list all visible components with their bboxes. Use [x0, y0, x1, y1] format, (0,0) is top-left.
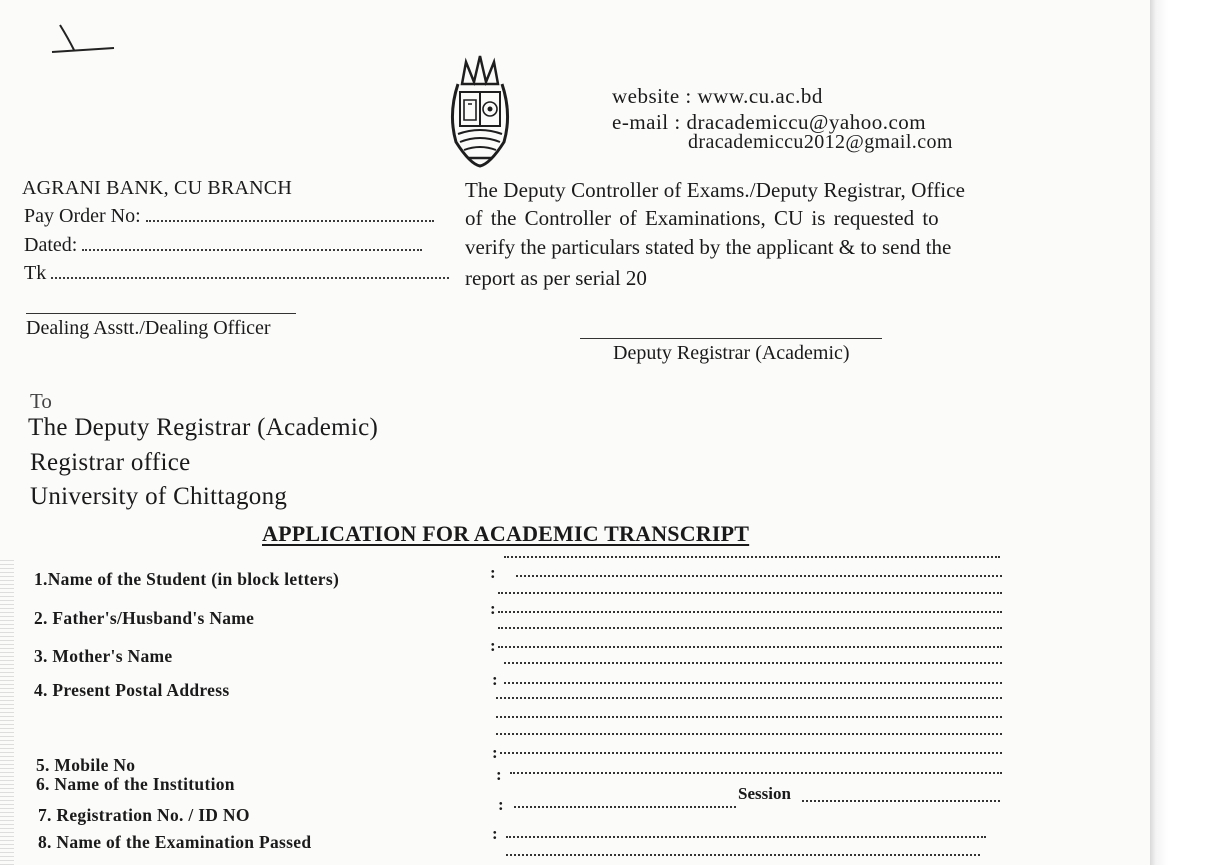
field-label-exam-passed: 8. Name of the Examination Passed — [38, 832, 312, 852]
form-title: APPLICATION FOR ACADEMIC TRANSCRIPT — [262, 521, 750, 546]
verification-line-1: The Deputy Controller of Exams./Deputy Registrar, Office — [465, 178, 966, 202]
pen-mark — [40, 20, 130, 65]
tk-dots — [51, 277, 449, 279]
exam-passed-field[interactable] — [506, 836, 986, 838]
website-line: website : www.cu.ac.bd — [612, 84, 823, 108]
field-label-mother-name: 3. Mother's Name — [34, 646, 173, 666]
deputy-registrar-signature-line — [580, 338, 882, 339]
session-label: Session — [738, 784, 791, 803]
verification-line-4: report as per serial 20 — [465, 266, 647, 290]
postal-address-field-5[interactable] — [496, 733, 1002, 735]
pay-order-row — [24, 205, 434, 228]
address-line-2: Registrar office — [30, 449, 191, 476]
exam-passed-field-2[interactable] — [506, 854, 980, 856]
dated-label: Dated: — [24, 234, 78, 256]
pay-order-dots — [146, 220, 434, 222]
field-label-institution: 6. Name of the Institution — [36, 774, 235, 794]
dealing-officer-label: Dealing Asstt./Dealing Officer — [26, 317, 271, 339]
postal-address-field-2[interactable] — [504, 682, 1002, 684]
student-name-field-2[interactable] — [516, 575, 1002, 577]
field-label-mobile: 5. Mobile No — [36, 755, 136, 775]
colon-2: : — [490, 599, 496, 618]
dated-row — [24, 234, 422, 257]
postal-address-field[interactable] — [504, 662, 1002, 664]
registration-field[interactable] — [514, 806, 736, 808]
colon-5: : — [492, 743, 498, 762]
dealing-signature-line — [26, 313, 296, 314]
verification-line-2: of the Controller of Examinations, CU is requested to — [465, 206, 939, 230]
mother-name-field[interactable] — [498, 627, 1002, 629]
deputy-registrar-label: Deputy Registrar (Academic) — [613, 342, 850, 364]
field-label-registration: 7. Registration No. / ID NO — [38, 805, 250, 825]
dated-dots — [82, 249, 422, 251]
field-label-father-name: 2. Father's/Husband's Name — [34, 608, 255, 628]
field-label-postal-address: 4. Present Postal Address — [34, 680, 230, 700]
session-field[interactable] — [802, 800, 1000, 802]
colon-1: : — [490, 563, 496, 582]
email-line-2: dracademiccu2012@gmail.com — [688, 131, 953, 153]
scan-edge-left — [0, 560, 14, 865]
address-line-1: The Deputy Registrar (Academic) — [28, 414, 379, 441]
father-name-field[interactable] — [498, 592, 1002, 594]
address-line-3: University of Chittagong — [30, 483, 288, 510]
bank-name: AGRANI BANK, CU BRANCH — [22, 177, 292, 199]
colon-4: : — [492, 670, 498, 689]
colon-8: : — [492, 824, 498, 843]
tk-label: Tk — [24, 262, 47, 284]
colon-3: : — [490, 636, 496, 655]
pay-order-label: Pay Order No: — [24, 205, 141, 227]
field-label-student-name: 1.Name of the Student (in block letters) — [34, 569, 340, 589]
colon-6: : — [496, 765, 502, 784]
email-line-1: e-mail : dracademiccu@yahoo.com — [612, 110, 927, 134]
postal-address-field-4[interactable] — [496, 716, 1002, 718]
student-name-field[interactable] — [504, 556, 1000, 558]
verification-line-3: verify the particulars stated by the applicant & to send the — [465, 235, 952, 259]
mobile-field[interactable] — [500, 752, 1002, 754]
father-name-field-2[interactable] — [498, 611, 1002, 613]
institution-field[interactable] — [510, 772, 1002, 774]
postal-address-field-3[interactable] — [496, 697, 1002, 699]
mother-name-field-2[interactable] — [498, 646, 1002, 648]
tk-row — [24, 262, 449, 285]
university-crest-icon — [440, 54, 520, 169]
colon-7: : — [498, 795, 504, 814]
address-to: To — [30, 389, 52, 413]
scan-edge-right — [1150, 0, 1205, 865]
